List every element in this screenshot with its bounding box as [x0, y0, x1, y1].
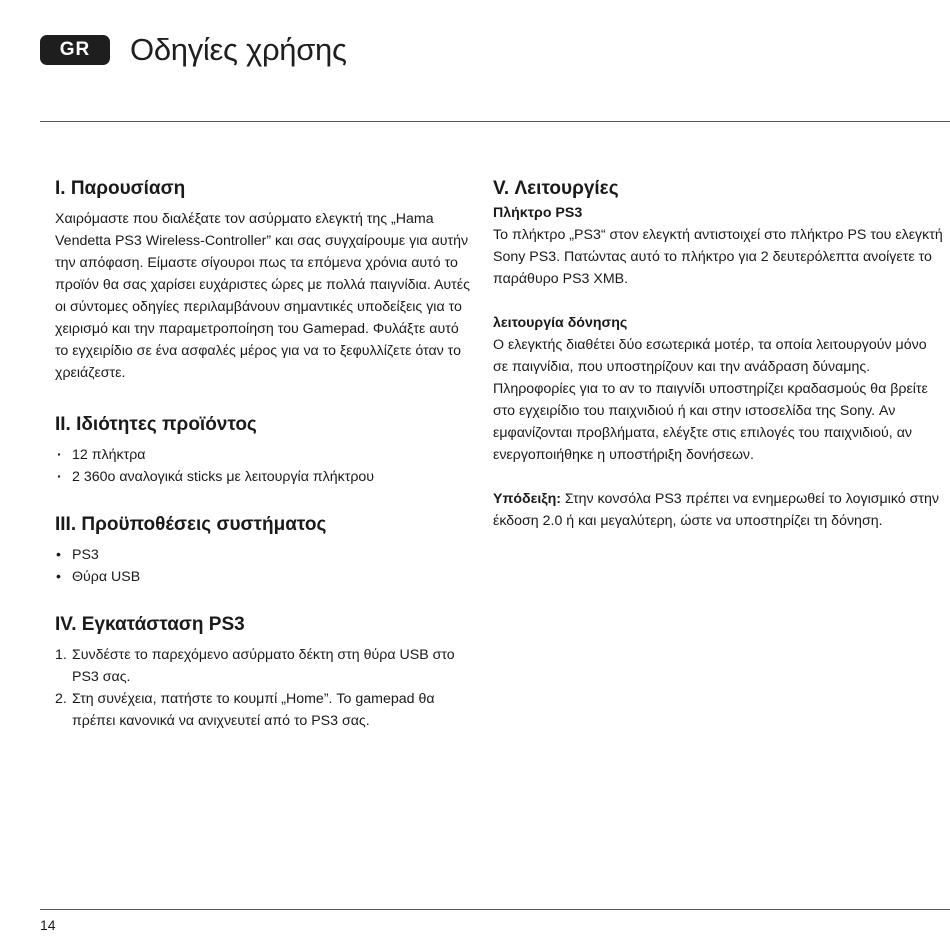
section-body: Χαιρόμαστε που διαλέξατε τον ασύρματο ελεγκτή της „Hama Vendetta PS3 Wireless-Controller” και σας συγχαίρουμε για αυτήν την απόφαση. Είμαστε σίγουροι πως τα επόμενα χρόνια αυτό το προϊόν θα σας χαρίσει ευχάριστες ώρες με πολλά παιγνίδια. Αυτές οι σύντομες οδηγίες περιλαμβάνουν σημαντικές υποδείξεις για το χειρισμό και την παραμετροποίηση του Gamepad. Φυλάξτε αυτό το εγχειρίδιο σε ένα ασφαλές μέρος για να το ξεφυλλίζετε όταν το χρειάζεστε. — [55, 211, 470, 381]
right-column — [493, 176, 943, 532]
step-item — [55, 688, 475, 732]
step-number: 2. — [55, 691, 67, 707]
subsection-ps3-key — [493, 202, 943, 290]
step-text: Συνδέστε το παρεχόμενο ασύρματο δέκτη στη θύρα USB στο PS3 σας. — [72, 647, 455, 685]
section-heading: IV. Εγκατάσταση PS3 — [55, 614, 245, 635]
note-text: Στην κονσόλα PS3 πρέπει να ενημερωθεί το λογισμικό στην έκδοση 2.0 ή και μεγαλύτερη, ώστε να υποστηρίζει τη δόνηση. — [493, 491, 939, 529]
section-installation — [55, 612, 475, 732]
section-heading: III. Προϋποθέσεις συστήματος — [55, 514, 327, 535]
subsection-heading: Πλήκτρο PS3 — [493, 205, 583, 221]
list-item: • PS3 — [55, 544, 475, 566]
section-introduction — [55, 176, 475, 384]
page-header — [40, 28, 347, 72]
list-item: · 12 πλήκτρα — [55, 444, 475, 466]
feature-list — [55, 444, 475, 488]
step-text: Στη συνέχεια, πατήστε το κουμπί „Home”. Το gamepad θα πρέπει κανονικά να ανιχνευτεί από το PS3 σας. — [72, 691, 435, 729]
step-item — [55, 644, 475, 688]
list-item: • Θύρα USB — [55, 566, 475, 588]
section-heading: I. Παρουσίαση — [55, 178, 186, 199]
note-paragraph — [493, 488, 943, 532]
section-product-features — [55, 412, 475, 488]
section-heading: V. Λειτουργίες — [493, 178, 619, 199]
page-number: 14 — [40, 917, 56, 933]
requirements-list — [55, 544, 475, 588]
installation-steps — [55, 644, 475, 732]
subsection-body: Ο ελεγκτής διαθέτει δύο εσωτερικά μοτέρ, τα οποία λειτουργούν μόνο σε παιγνίδια, που υποστηρίζουν και την ανάδραση δύναμης. Πληροφορίες για το αν το παιγνίδι υποστηρίζει κραδασμούς θα βρείτε στο εγχειρίδιο του παιχνιδιού ή και στην ιστοσελίδα της Sony. Αν εμφανίζονται προβλήματα, ελέγξτε στις επιλογές του παιχνιδιού, αν ενεργοποιήθηκε η υποστήριξη δονήσεων. — [493, 337, 928, 463]
subsection-heading: λειτουργία δόνησης — [493, 315, 628, 331]
header-divider — [40, 121, 950, 122]
list-item: · 2 360o αναλογικά sticks με λειτουργία πλήκτρου — [55, 466, 475, 488]
left-column — [55, 176, 475, 760]
page-title: Οδηγίες χρήσης — [130, 32, 347, 67]
footer-divider — [40, 909, 950, 910]
section-system-requirements — [55, 512, 475, 588]
section-heading: II. Ιδιότητες προϊόντος — [55, 414, 257, 435]
step-number: 1. — [55, 647, 67, 663]
note-label: Υπόδειξη: — [493, 491, 561, 507]
language-badge: GR — [40, 35, 110, 65]
subsection-body: Το πλήκτρο „PS3“ στον ελεγκτή αντιστοιχεί στο πλήκτρο PS του ελεγκτή Sony PS3. Πατώντας αυτό το πλήκτρο για 2 δευτερόλεπτα ανοίγετε το παράθυρο PS3 XMB. — [493, 227, 943, 287]
subsection-vibration — [493, 312, 943, 466]
